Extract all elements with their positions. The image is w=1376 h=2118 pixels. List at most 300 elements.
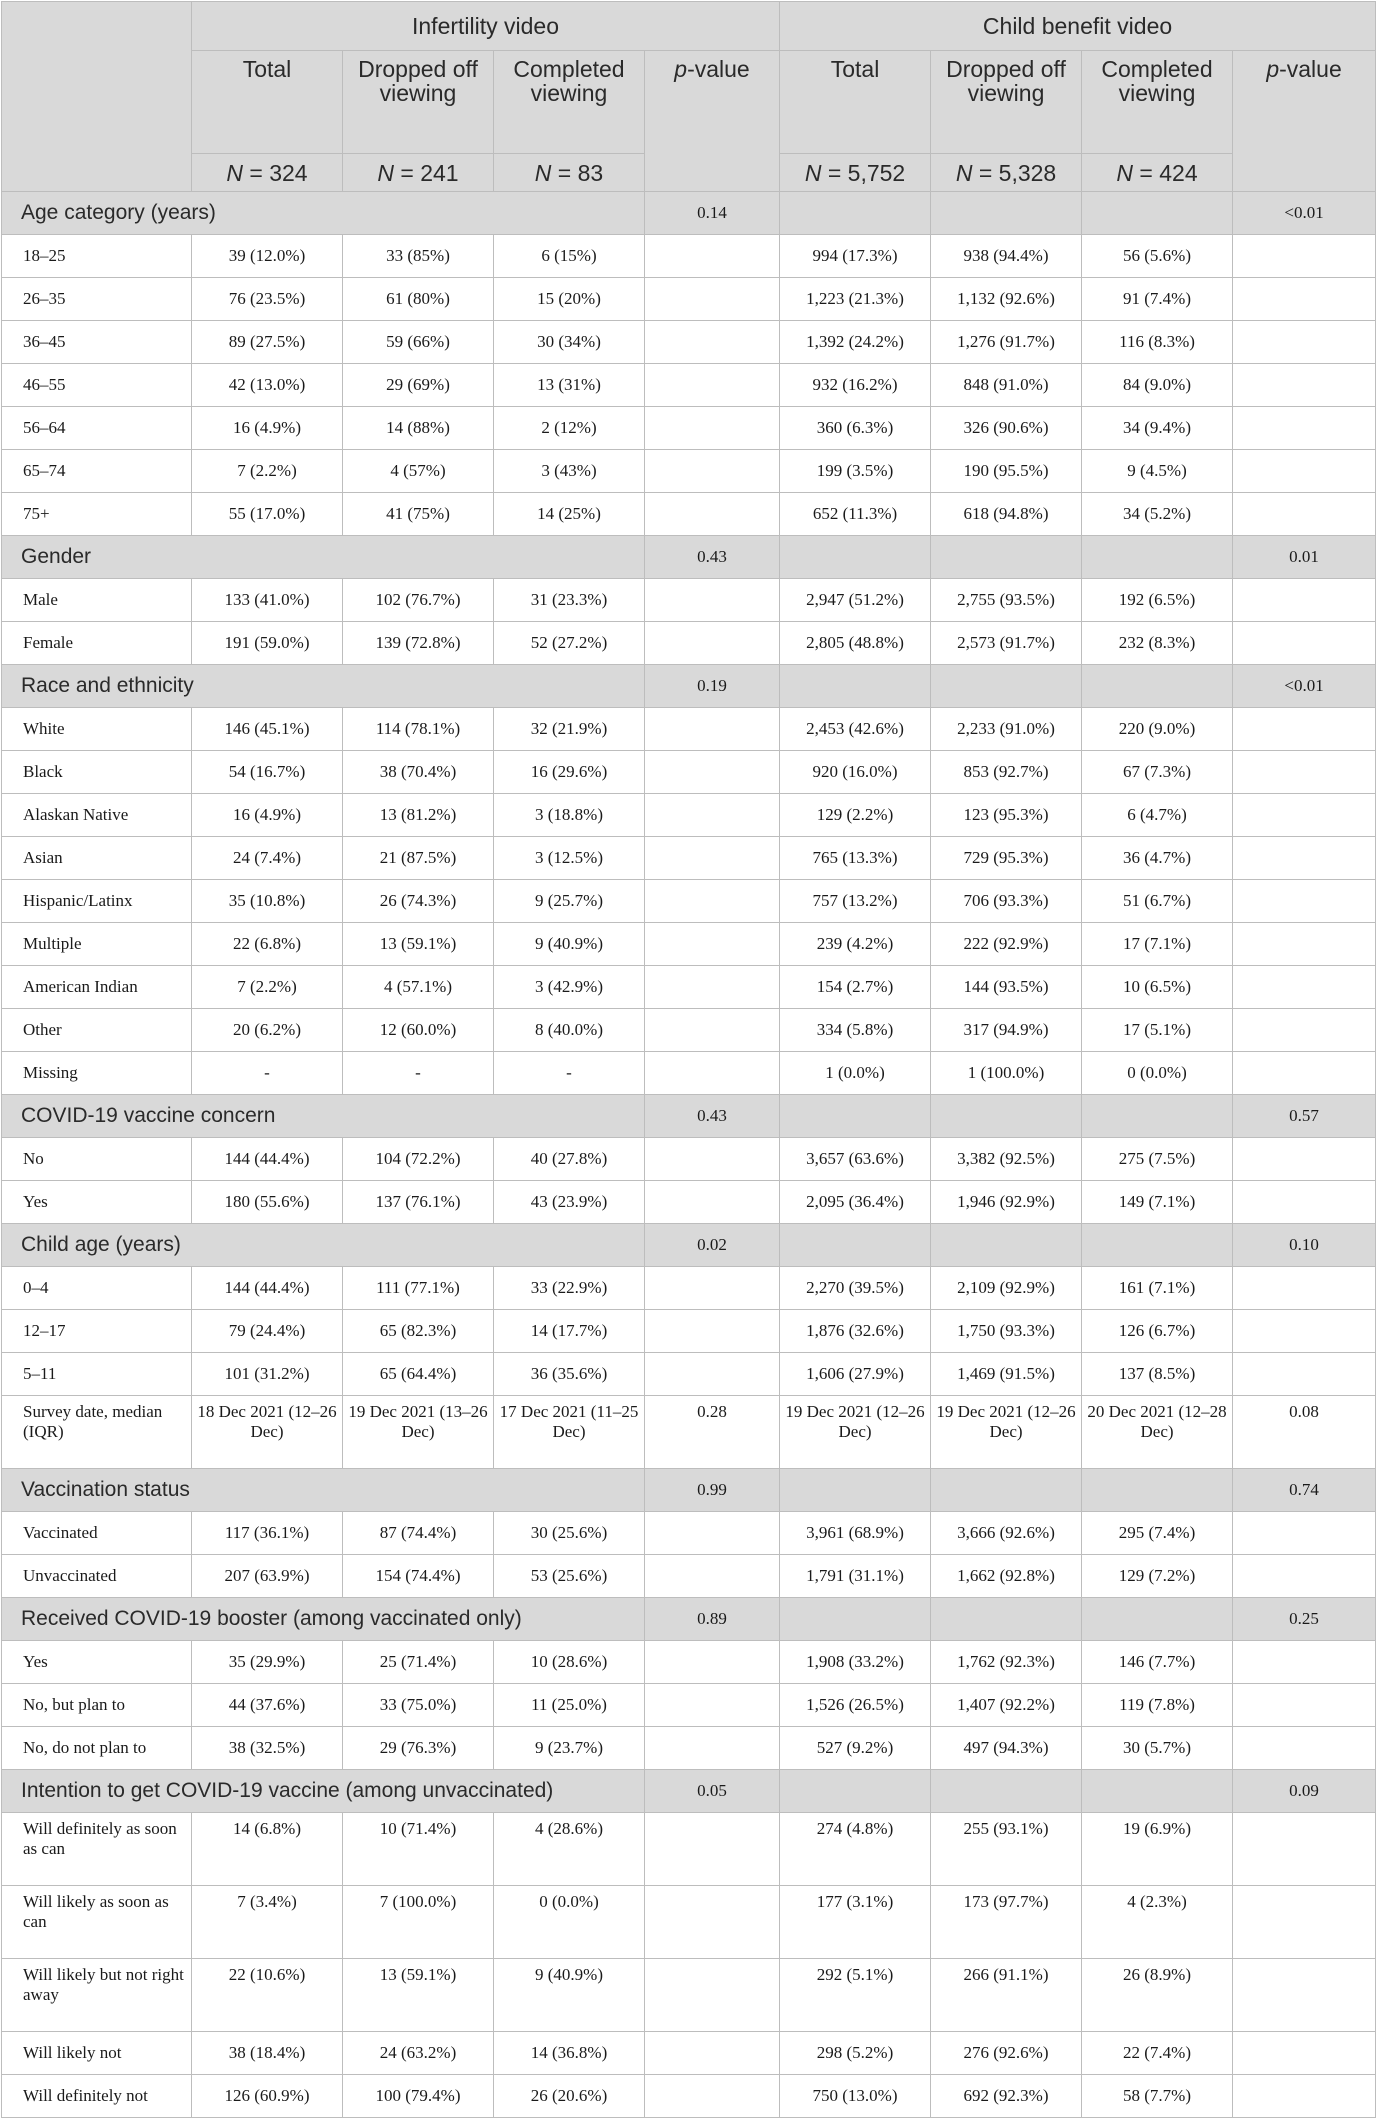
table-row xyxy=(2,2032,1376,2075)
cell-total-child: 334 (5.8%) xyxy=(780,1009,931,1052)
cell-dropped-infertility: 154 (74.4%) xyxy=(343,1555,494,1598)
cell-dropped-child: 729 (95.3%) xyxy=(931,837,1082,880)
cell-total-child: 652 (11.3%) xyxy=(780,493,931,536)
cell-completed-child: 275 (7.5%) xyxy=(1082,1138,1233,1181)
cell-completed-infertility: - xyxy=(494,1052,645,1095)
cell-completed-child: 34 (9.4%) xyxy=(1082,407,1233,450)
n-completed-infertility: N = 83 xyxy=(494,154,645,192)
cell-dropped-infertility: 65 (64.4%) xyxy=(343,1353,494,1396)
cell-dropped-child: 848 (91.0%) xyxy=(931,364,1082,407)
table-body xyxy=(2,192,1376,2118)
cell-pvalue-infertility xyxy=(645,1813,780,1886)
table-row xyxy=(2,1886,1376,1959)
cell-total-infertility: 126 (60.9%) xyxy=(192,2075,343,2118)
cell-pvalue-child xyxy=(1233,923,1376,966)
cell-pvalue-infertility xyxy=(645,450,780,493)
cell-dropped-infertility: 4 (57%) xyxy=(343,450,494,493)
cell-completed-infertility: 52 (27.2%) xyxy=(494,622,645,665)
cell-total-infertility: 76 (23.5%) xyxy=(192,278,343,321)
cell-total-infertility: 38 (18.4%) xyxy=(192,2032,343,2075)
section-blank-cell xyxy=(780,1224,931,1267)
col-pvalue-infertility: p-value xyxy=(645,51,780,192)
group-infertility-video: Infertility video xyxy=(192,2,780,51)
cell-total-child: 19 Dec 2021 (12–26 Dec) xyxy=(780,1396,931,1469)
table-row xyxy=(2,751,1376,794)
cell-dropped-infertility: 41 (75%) xyxy=(343,493,494,536)
cell-completed-child: 84 (9.0%) xyxy=(1082,364,1233,407)
cell-completed-child: 126 (6.7%) xyxy=(1082,1310,1233,1353)
table-row xyxy=(2,1813,1376,1886)
p-value-child: 0.01 xyxy=(1233,536,1376,579)
section-blank-cell xyxy=(931,1598,1082,1641)
cell-dropped-infertility: 29 (76.3%) xyxy=(343,1727,494,1770)
row-label: 36–45 xyxy=(2,321,192,364)
cell-completed-infertility: 14 (25%) xyxy=(494,493,645,536)
cell-pvalue-child xyxy=(1233,2075,1376,2118)
cell-completed-infertility: 6 (15%) xyxy=(494,235,645,278)
cell-pvalue-infertility xyxy=(645,1555,780,1598)
cell-pvalue-child: 0.08 xyxy=(1233,1396,1376,1469)
cell-pvalue-child xyxy=(1233,1310,1376,1353)
cell-total-child: 129 (2.2%) xyxy=(780,794,931,837)
col-total-infertility: Total xyxy=(192,51,343,154)
cell-total-child: 274 (4.8%) xyxy=(780,1813,931,1886)
cell-total-child: 2,095 (36.4%) xyxy=(780,1181,931,1224)
cell-dropped-child: 692 (92.3%) xyxy=(931,2075,1082,2118)
cell-completed-child: 30 (5.7%) xyxy=(1082,1727,1233,1770)
section-row xyxy=(2,1224,1376,1267)
row-label: Will likely not xyxy=(2,2032,192,2075)
table-row xyxy=(2,1641,1376,1684)
cell-completed-child: 295 (7.4%) xyxy=(1082,1512,1233,1555)
cell-total-infertility: 55 (17.0%) xyxy=(192,493,343,536)
cell-completed-infertility: 0 (0.0%) xyxy=(494,1886,645,1959)
cell-dropped-child: 317 (94.9%) xyxy=(931,1009,1082,1052)
cell-pvalue-child xyxy=(1233,1138,1376,1181)
p-value-child: 0.74 xyxy=(1233,1469,1376,1512)
cell-pvalue-child xyxy=(1233,1267,1376,1310)
row-label: Will likely as soon as can xyxy=(2,1886,192,1959)
cell-dropped-infertility: 111 (77.1%) xyxy=(343,1267,494,1310)
cell-total-infertility: 16 (4.9%) xyxy=(192,407,343,450)
cell-pvalue-child xyxy=(1233,966,1376,1009)
table-row xyxy=(2,966,1376,1009)
cell-completed-infertility: 9 (25.7%) xyxy=(494,880,645,923)
p-value-child: <0.01 xyxy=(1233,192,1376,235)
section-blank-cell xyxy=(931,665,1082,708)
cell-dropped-infertility: 21 (87.5%) xyxy=(343,837,494,880)
cell-pvalue-infertility xyxy=(645,794,780,837)
cell-completed-infertility: 3 (12.5%) xyxy=(494,837,645,880)
cell-dropped-infertility: 33 (75.0%) xyxy=(343,1684,494,1727)
cell-pvalue-infertility xyxy=(645,1959,780,2032)
cell-completed-infertility: 26 (20.6%) xyxy=(494,2075,645,2118)
cell-total-infertility: - xyxy=(192,1052,343,1095)
cell-completed-infertility: 53 (25.6%) xyxy=(494,1555,645,1598)
cell-pvalue-infertility xyxy=(645,622,780,665)
cell-completed-infertility: 3 (43%) xyxy=(494,450,645,493)
cell-pvalue-child xyxy=(1233,493,1376,536)
cell-total-infertility: 79 (24.4%) xyxy=(192,1310,343,1353)
cell-dropped-child: 706 (93.3%) xyxy=(931,880,1082,923)
cell-pvalue-child xyxy=(1233,880,1376,923)
p-value-child: 0.10 xyxy=(1233,1224,1376,1267)
col-total-child: Total xyxy=(780,51,931,154)
cell-completed-child: 22 (7.4%) xyxy=(1082,2032,1233,2075)
cell-pvalue-child xyxy=(1233,1512,1376,1555)
cell-pvalue-infertility xyxy=(645,837,780,880)
row-label: 56–64 xyxy=(2,407,192,450)
row-label: No, but plan to xyxy=(2,1684,192,1727)
cell-completed-infertility: 9 (23.7%) xyxy=(494,1727,645,1770)
cell-pvalue-child xyxy=(1233,1959,1376,2032)
cell-total-infertility: 14 (6.8%) xyxy=(192,1813,343,1886)
cell-total-child: 298 (5.2%) xyxy=(780,2032,931,2075)
section-blank-cell xyxy=(931,1095,1082,1138)
cell-total-child: 1,791 (31.1%) xyxy=(780,1555,931,1598)
cell-pvalue-child xyxy=(1233,407,1376,450)
cell-pvalue-infertility xyxy=(645,1267,780,1310)
cell-total-infertility: 22 (6.8%) xyxy=(192,923,343,966)
cell-completed-child: 129 (7.2%) xyxy=(1082,1555,1233,1598)
cell-total-child: 1,908 (33.2%) xyxy=(780,1641,931,1684)
col-dropped-child: Dropped off viewing xyxy=(931,51,1082,154)
cell-total-infertility: 207 (63.9%) xyxy=(192,1555,343,1598)
cell-pvalue-child xyxy=(1233,1353,1376,1396)
cell-dropped-infertility: 13 (59.1%) xyxy=(343,923,494,966)
cell-total-infertility: 54 (16.7%) xyxy=(192,751,343,794)
cell-total-child: 1,392 (24.2%) xyxy=(780,321,931,364)
cell-pvalue-child xyxy=(1233,1813,1376,1886)
cell-completed-infertility: 9 (40.9%) xyxy=(494,1959,645,2032)
cell-completed-infertility: 3 (42.9%) xyxy=(494,966,645,1009)
row-label: 75+ xyxy=(2,493,192,536)
cell-dropped-child: 1,762 (92.3%) xyxy=(931,1641,1082,1684)
col-pvalue-child: p-value xyxy=(1233,51,1376,192)
cell-total-child: 2,453 (42.6%) xyxy=(780,708,931,751)
table-row xyxy=(2,1009,1376,1052)
cell-pvalue-infertility xyxy=(645,235,780,278)
cell-total-child: 154 (2.7%) xyxy=(780,966,931,1009)
row-label: Will definitely as soon as can xyxy=(2,1813,192,1886)
group-child-benefit-video: Child benefit video xyxy=(780,2,1376,51)
cell-dropped-infertility: 87 (74.4%) xyxy=(343,1512,494,1555)
cell-pvalue-child xyxy=(1233,1052,1376,1095)
section-blank-cell xyxy=(780,1598,931,1641)
table-row xyxy=(2,923,1376,966)
row-label: Survey date, median (IQR) xyxy=(2,1396,192,1469)
cell-pvalue-infertility xyxy=(645,579,780,622)
cell-completed-child: 19 (6.9%) xyxy=(1082,1813,1233,1886)
cell-total-child: 239 (4.2%) xyxy=(780,923,931,966)
n-dropped-infertility: N = 241 xyxy=(343,154,494,192)
cell-pvalue-infertility xyxy=(645,1727,780,1770)
section-blank-cell xyxy=(1082,192,1233,235)
cell-completed-child: 192 (6.5%) xyxy=(1082,579,1233,622)
cell-dropped-child: 190 (95.5%) xyxy=(931,450,1082,493)
cell-dropped-child: 1,469 (91.5%) xyxy=(931,1353,1082,1396)
cell-dropped-infertility: 102 (76.7%) xyxy=(343,579,494,622)
row-label: 18–25 xyxy=(2,235,192,278)
p-value-child: <0.01 xyxy=(1233,665,1376,708)
cell-pvalue-child xyxy=(1233,1555,1376,1598)
cell-completed-infertility: 31 (23.3%) xyxy=(494,579,645,622)
cell-completed-infertility: 2 (12%) xyxy=(494,407,645,450)
row-label: Hispanic/Latinx xyxy=(2,880,192,923)
cell-total-infertility: 101 (31.2%) xyxy=(192,1353,343,1396)
header-corner xyxy=(2,2,192,192)
table-row xyxy=(2,1310,1376,1353)
cell-dropped-child: 326 (90.6%) xyxy=(931,407,1082,450)
cell-dropped-child: 2,755 (93.5%) xyxy=(931,579,1082,622)
cell-total-child: 1,526 (26.5%) xyxy=(780,1684,931,1727)
table-row xyxy=(2,1959,1376,2032)
n-dropped-child: N = 5,328 xyxy=(931,154,1082,192)
section-label: COVID-19 vaccine concern xyxy=(2,1095,645,1138)
table-row xyxy=(2,493,1376,536)
cell-dropped-child: 2,573 (91.7%) xyxy=(931,622,1082,665)
cell-total-child: 994 (17.3%) xyxy=(780,235,931,278)
cell-pvalue-child xyxy=(1233,1641,1376,1684)
cell-dropped-infertility: 13 (59.1%) xyxy=(343,1959,494,2032)
cell-pvalue-child xyxy=(1233,450,1376,493)
cell-pvalue-child xyxy=(1233,751,1376,794)
row-label: Unvaccinated xyxy=(2,1555,192,1598)
row-label: Vaccinated xyxy=(2,1512,192,1555)
cell-total-child: 750 (13.0%) xyxy=(780,2075,931,2118)
cell-dropped-child: 2,233 (91.0%) xyxy=(931,708,1082,751)
cell-completed-infertility: 30 (25.6%) xyxy=(494,1512,645,1555)
cell-dropped-infertility: 114 (78.1%) xyxy=(343,708,494,751)
cell-total-child: 292 (5.1%) xyxy=(780,1959,931,2032)
cell-pvalue-infertility: 0.28 xyxy=(645,1396,780,1469)
section-blank-cell xyxy=(1082,1224,1233,1267)
cell-pvalue-child xyxy=(1233,235,1376,278)
cell-dropped-infertility: 14 (88%) xyxy=(343,407,494,450)
cell-dropped-infertility: 100 (79.4%) xyxy=(343,2075,494,2118)
demographics-table xyxy=(1,1,1376,2118)
cell-pvalue-infertility xyxy=(645,923,780,966)
section-blank-cell xyxy=(931,1224,1082,1267)
cell-dropped-child: 497 (94.3%) xyxy=(931,1727,1082,1770)
cell-total-infertility: 180 (55.6%) xyxy=(192,1181,343,1224)
cell-completed-infertility: 15 (20%) xyxy=(494,278,645,321)
cell-pvalue-infertility xyxy=(645,321,780,364)
cell-pvalue-infertility xyxy=(645,1641,780,1684)
section-label: Gender xyxy=(2,536,645,579)
cell-pvalue-infertility xyxy=(645,1310,780,1353)
col-dropped-infertility: Dropped off viewing xyxy=(343,51,494,154)
cell-completed-child: 0 (0.0%) xyxy=(1082,1052,1233,1095)
table-row xyxy=(2,1353,1376,1396)
cell-total-child: 1,606 (27.9%) xyxy=(780,1353,931,1396)
cell-completed-child: 137 (8.5%) xyxy=(1082,1353,1233,1396)
section-label: Child age (years) xyxy=(2,1224,645,1267)
table-row xyxy=(2,1727,1376,1770)
row-label: No, do not plan to xyxy=(2,1727,192,1770)
cell-dropped-infertility: 19 Dec 2021 (13–26 Dec) xyxy=(343,1396,494,1469)
cell-total-infertility: 7 (2.2%) xyxy=(192,450,343,493)
cell-completed-child: 58 (7.7%) xyxy=(1082,2075,1233,2118)
cell-dropped-infertility: 7 (100.0%) xyxy=(343,1886,494,1959)
section-row xyxy=(2,1469,1376,1512)
cell-pvalue-infertility xyxy=(645,966,780,1009)
cell-dropped-infertility: 33 (85%) xyxy=(343,235,494,278)
cell-pvalue-child xyxy=(1233,579,1376,622)
row-label: Male xyxy=(2,579,192,622)
section-row xyxy=(2,1095,1376,1138)
table-row xyxy=(2,407,1376,450)
cell-total-child: 1,876 (32.6%) xyxy=(780,1310,931,1353)
cell-dropped-child: 1,407 (92.2%) xyxy=(931,1684,1082,1727)
section-row xyxy=(2,536,1376,579)
row-label: Missing xyxy=(2,1052,192,1095)
cell-pvalue-infertility xyxy=(645,751,780,794)
cell-dropped-child: 255 (93.1%) xyxy=(931,1813,1082,1886)
row-label: 12–17 xyxy=(2,1310,192,1353)
row-label: Multiple xyxy=(2,923,192,966)
cell-pvalue-infertility xyxy=(645,364,780,407)
cell-completed-child: 4 (2.3%) xyxy=(1082,1886,1233,1959)
p-value-infertility: 0.99 xyxy=(645,1469,780,1512)
cell-dropped-infertility: 139 (72.8%) xyxy=(343,622,494,665)
table-row xyxy=(2,1555,1376,1598)
cell-completed-infertility: 14 (17.7%) xyxy=(494,1310,645,1353)
cell-completed-infertility: 32 (21.9%) xyxy=(494,708,645,751)
cell-pvalue-infertility xyxy=(645,1886,780,1959)
cell-completed-child: 17 (5.1%) xyxy=(1082,1009,1233,1052)
cell-completed-infertility: 36 (35.6%) xyxy=(494,1353,645,1396)
cell-pvalue-infertility xyxy=(645,1512,780,1555)
row-label: 5–11 xyxy=(2,1353,192,1396)
table-row xyxy=(2,880,1376,923)
cell-dropped-child: 276 (92.6%) xyxy=(931,2032,1082,2075)
cell-dropped-infertility: 4 (57.1%) xyxy=(343,966,494,1009)
table-row xyxy=(2,235,1376,278)
cell-completed-child: 26 (8.9%) xyxy=(1082,1959,1233,2032)
cell-pvalue-child xyxy=(1233,1684,1376,1727)
cell-total-child: 932 (16.2%) xyxy=(780,364,931,407)
cell-total-child: 2,805 (48.8%) xyxy=(780,622,931,665)
cell-total-child: 757 (13.2%) xyxy=(780,880,931,923)
row-label: 46–55 xyxy=(2,364,192,407)
row-label: Asian xyxy=(2,837,192,880)
cell-dropped-infertility: 10 (71.4%) xyxy=(343,1813,494,1886)
cell-total-infertility: 35 (10.8%) xyxy=(192,880,343,923)
row-label: White xyxy=(2,708,192,751)
cell-completed-child: 232 (8.3%) xyxy=(1082,622,1233,665)
table-row xyxy=(2,364,1376,407)
section-row xyxy=(2,665,1376,708)
cell-completed-child: 36 (4.7%) xyxy=(1082,837,1233,880)
section-blank-cell xyxy=(931,1770,1082,1813)
table-row xyxy=(2,2075,1376,2118)
cell-total-child: 1 (0.0%) xyxy=(780,1052,931,1095)
col-completed-infertility: Completed viewing xyxy=(494,51,645,154)
cell-pvalue-infertility xyxy=(645,880,780,923)
cell-total-infertility: 191 (59.0%) xyxy=(192,622,343,665)
cell-dropped-child: 1,662 (92.8%) xyxy=(931,1555,1082,1598)
cell-dropped-child: 853 (92.7%) xyxy=(931,751,1082,794)
p-value-infertility: 0.43 xyxy=(645,536,780,579)
table-row xyxy=(2,579,1376,622)
cell-pvalue-child xyxy=(1233,622,1376,665)
cell-total-child: 2,270 (39.5%) xyxy=(780,1267,931,1310)
table-row xyxy=(2,1138,1376,1181)
cell-dropped-infertility: 12 (60.0%) xyxy=(343,1009,494,1052)
cell-dropped-infertility: 25 (71.4%) xyxy=(343,1641,494,1684)
p-value-infertility: 0.43 xyxy=(645,1095,780,1138)
table-row xyxy=(2,708,1376,751)
cell-completed-infertility: 43 (23.9%) xyxy=(494,1181,645,1224)
p-value-child: 0.09 xyxy=(1233,1770,1376,1813)
cell-pvalue-child xyxy=(1233,278,1376,321)
section-blank-cell xyxy=(1082,1469,1233,1512)
cell-dropped-child: 173 (97.7%) xyxy=(931,1886,1082,1959)
cell-dropped-child: 123 (95.3%) xyxy=(931,794,1082,837)
cell-completed-infertility: 11 (25.0%) xyxy=(494,1684,645,1727)
cell-completed-infertility: 14 (36.8%) xyxy=(494,2032,645,2075)
cell-dropped-infertility: 29 (69%) xyxy=(343,364,494,407)
table-row xyxy=(2,278,1376,321)
row-label: 0–4 xyxy=(2,1267,192,1310)
cell-dropped-child: 3,382 (92.5%) xyxy=(931,1138,1082,1181)
cell-pvalue-infertility xyxy=(645,407,780,450)
cell-dropped-child: 1 (100.0%) xyxy=(931,1052,1082,1095)
cell-pvalue-child xyxy=(1233,1181,1376,1224)
cell-dropped-child: 222 (92.9%) xyxy=(931,923,1082,966)
cell-dropped-infertility: 61 (80%) xyxy=(343,278,494,321)
cell-completed-infertility: 3 (18.8%) xyxy=(494,794,645,837)
table-row xyxy=(2,1267,1376,1310)
table-row xyxy=(2,321,1376,364)
cell-completed-child: 34 (5.2%) xyxy=(1082,493,1233,536)
cell-total-child: 360 (6.3%) xyxy=(780,407,931,450)
cell-dropped-child: 1,946 (92.9%) xyxy=(931,1181,1082,1224)
cell-completed-child: 67 (7.3%) xyxy=(1082,751,1233,794)
cell-total-infertility: 144 (44.4%) xyxy=(192,1267,343,1310)
section-blank-cell xyxy=(780,1469,931,1512)
n-completed-child: N = 424 xyxy=(1082,154,1233,192)
row-label: 26–35 xyxy=(2,278,192,321)
row-label: Other xyxy=(2,1009,192,1052)
cell-total-infertility: 22 (10.6%) xyxy=(192,1959,343,2032)
section-label: Age category (years) xyxy=(2,192,645,235)
cell-dropped-infertility: 26 (74.3%) xyxy=(343,880,494,923)
section-blank-cell xyxy=(780,1770,931,1813)
cell-dropped-child: 266 (91.1%) xyxy=(931,1959,1082,2032)
cell-total-infertility: 38 (32.5%) xyxy=(192,1727,343,1770)
section-blank-cell xyxy=(780,1095,931,1138)
cell-pvalue-infertility xyxy=(645,1684,780,1727)
table-row xyxy=(2,622,1376,665)
table-row xyxy=(2,794,1376,837)
section-blank-cell xyxy=(1082,1095,1233,1138)
row-label: No xyxy=(2,1138,192,1181)
cell-total-infertility: 144 (44.4%) xyxy=(192,1138,343,1181)
cell-dropped-child: 2,109 (92.9%) xyxy=(931,1267,1082,1310)
section-blank-cell xyxy=(780,536,931,579)
cell-completed-infertility: 17 Dec 2021 (11–25 Dec) xyxy=(494,1396,645,1469)
cell-dropped-child: 3,666 (92.6%) xyxy=(931,1512,1082,1555)
cell-total-child: 920 (16.0%) xyxy=(780,751,931,794)
cell-pvalue-infertility xyxy=(645,708,780,751)
n-total-infertility: N = 324 xyxy=(192,154,343,192)
cell-completed-child: 20 Dec 2021 (12–28 Dec) xyxy=(1082,1396,1233,1469)
cell-completed-infertility: 30 (34%) xyxy=(494,321,645,364)
cell-total-infertility: 42 (13.0%) xyxy=(192,364,343,407)
cell-total-infertility: 133 (41.0%) xyxy=(192,579,343,622)
